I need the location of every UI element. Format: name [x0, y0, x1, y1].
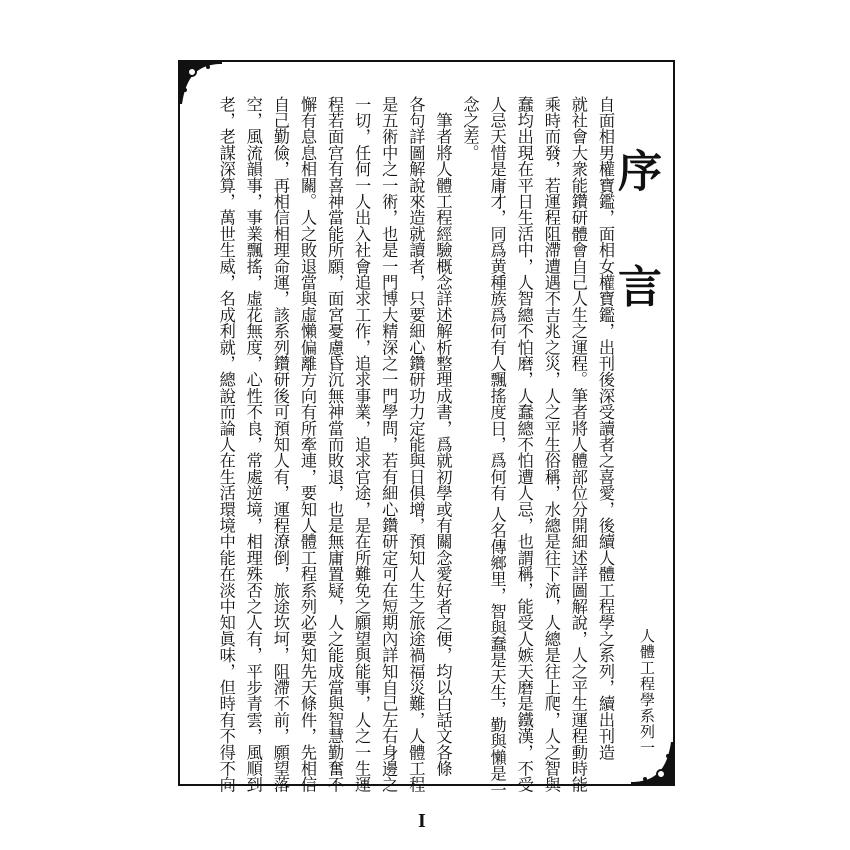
text-column: 念之差。 [460, 96, 480, 161]
text-column: 程若面宫有喜神當能所願，面宮憂慮昏沉無神當而敗退，也是無庸置疑，人之能成當與智慧勤奮不 [325, 96, 345, 793]
text-column: 人忌天惜是庸才，同爲黄種族爲何有人飄搖度日，爲何有 人名傳鄉里，智與蠢是天生，勤與懶是一 [487, 96, 507, 798]
text-column: 自面相男權寶鑑，面相女權寶鑑，出刊後深受讀者之喜愛，後續人體工程學之系列，續出刊造 [596, 96, 615, 761]
page-number: I [418, 810, 426, 832]
text-column: 就社會大衆能鑽研體會自己人生之運程。筆者將人體部位分開細述詳圖解說，人之平生運程動時能 [568, 96, 588, 793]
text-column: 空，風流韻事，事業飄搖，虛花無度，心性不良，常處逆境，相理殊否之人有，平步青雲，風順到 [243, 96, 263, 793]
body-text [212, 96, 619, 798]
text-column: 乘時而發，若運程阻滯遭遇不吉兆之災，人之平生俗稱，水總是往下流，人總是往上爬，人之智與 [541, 96, 561, 793]
text-column: 自己勤儉，再相信相理命運，該系列鑽研後可預知人有，運程潦倒，旅途坎坷，阻滯不前，願望落 [270, 96, 290, 793]
text-column: 筆者將人體工程經驗概念詳述解析整理成書，爲就初學或有關念愛好者之便，均以白話文各條 [433, 96, 453, 777]
text-column: 老，老謀深算，萬世生威，名成利就，總說而論人在生活環境中能在淡中知眞味，但時有不得不向 [216, 96, 236, 793]
series-label: 人體工程學系列一 [638, 628, 656, 756]
text-column: 蠢均出現在平日生活中，人智總不怕磨，人蠢總不怕遭人忌，也謂稱，能受人嫉天磨是鐵漢，不受 [514, 96, 534, 793]
text-column: 一切，任何一人出入社會追求工作，追求事業，追求官途，是在所難免之願望與能事，人之一生運 [352, 96, 372, 793]
page-title: 序 言 [610, 148, 661, 336]
text-column: 是五術中之一術，也是一門博大精深之一門學問，若有細心鑽研定可在短期內詳知自己左右身邊之 [379, 96, 399, 793]
text-column: 各句詳圖解說來造就讀者，只要細心鑽研功力定能與日俱增，預知人生之旅途禍福災難，人體工程 [406, 96, 426, 793]
text-column: 懈有息息相關。人之敗退當與虛懶偏離方向有所牽連，要知人體工程系列必要知先天條件，先相信 [297, 96, 317, 793]
